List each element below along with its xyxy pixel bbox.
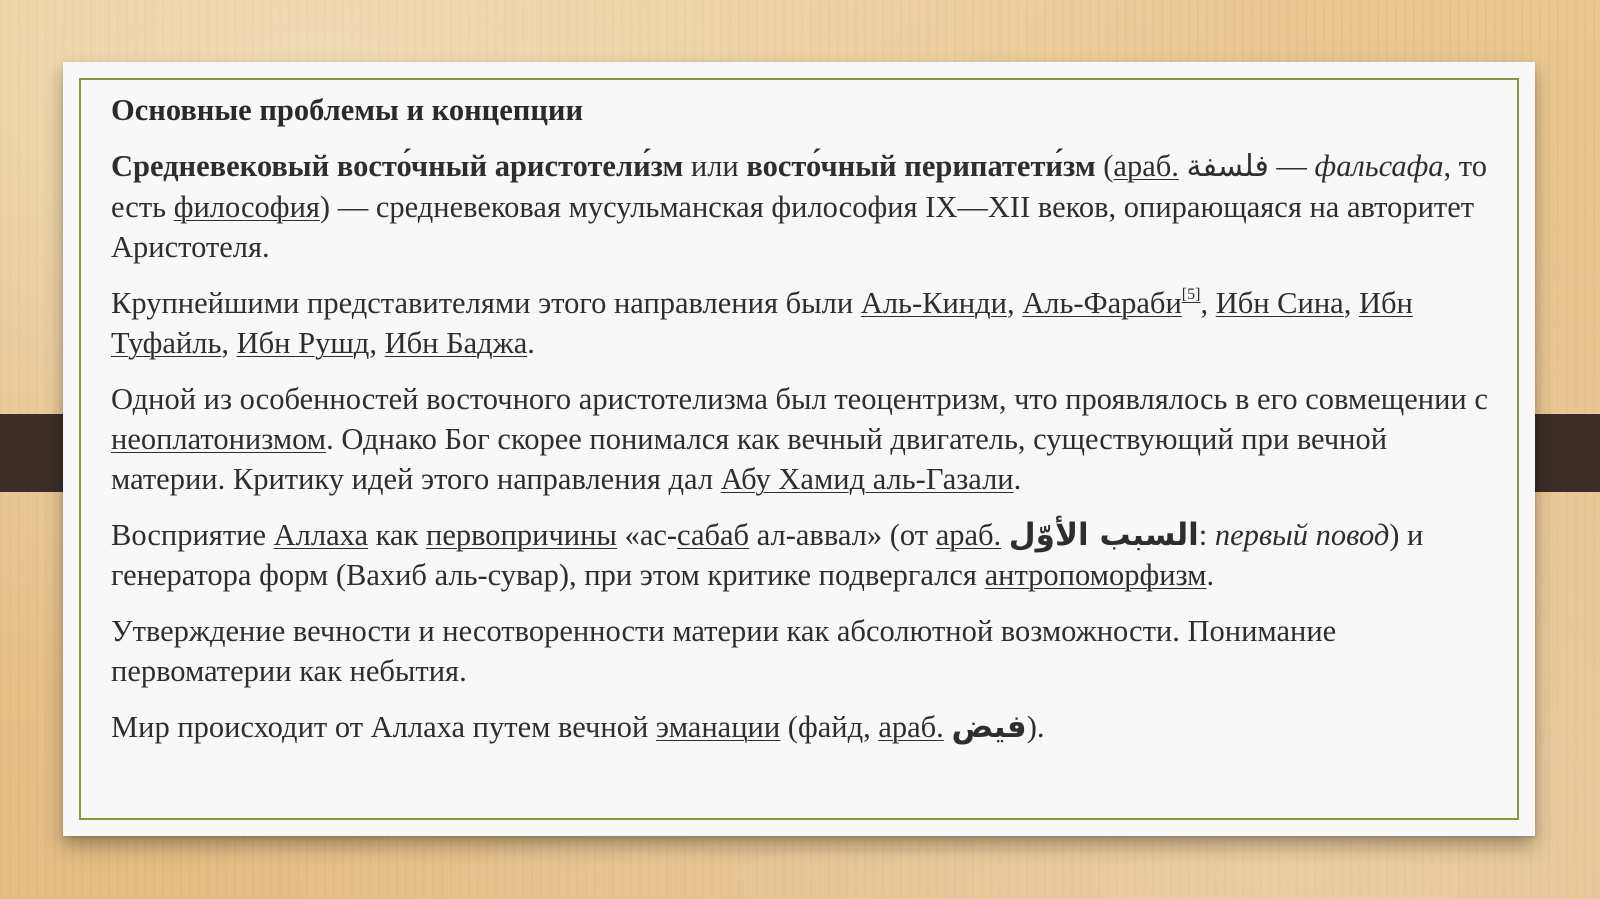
text-run: , то есть [111,149,1487,224]
ibn-tufail-link[interactable]: Ибн Туфайль [111,286,1413,360]
term-eastern-aristotelianism: Средневековый восто́чный аристотели́зм [111,149,684,183]
allah-link[interactable]: Аллаха [273,518,369,552]
text-run: или [683,149,747,183]
text-run: : [1198,518,1215,552]
slide-content [111,90,1495,763]
text-run: Крупнейшими представителями этого направления были [111,286,861,320]
arabic-language-link[interactable]: араб. [878,710,944,744]
text-run: (файд, [780,710,879,744]
text-run: , [221,326,237,360]
arabic-word-falsafa: فلسفة [1186,149,1269,184]
ibn-bajja-link[interactable]: Ибн Баджа [384,326,528,360]
text-run: , [369,326,385,360]
ibn-rushd-link[interactable]: Ибн Рушд [236,326,370,360]
text-run: ) — средневековая мусульманская философия IX—XII веков, опирающаяся на авторитет Аристотеля. [111,190,1475,264]
paragraph-theocentrism [111,379,1495,499]
text-run: Мир происходит от Аллаха путем вечной [111,710,656,744]
slide-card [63,62,1535,836]
anthropomorphism-link[interactable]: антропоморфизм [984,558,1207,592]
term-eastern-peripateticism: восто́чный перипатети́зм [746,149,1096,183]
text-run [1001,518,1009,552]
al-farabi-link[interactable]: Аль-Фараби [1022,286,1182,320]
text-run: Восприятие [111,518,274,552]
paragraph-definition [111,146,1495,267]
arabic-language-link[interactable]: араб. [1113,149,1179,183]
neoplatonism-link[interactable]: неоплатонизмом [111,422,327,456]
text-run: . [1206,558,1215,592]
paragraph-matter: Утверждение вечности и несотворенности материи как абсолютной возможности. Понимание первоматерии как небытия. [111,614,1337,688]
text-run: . Однако Бог скорее понимался как вечный двигатель, существующий при вечной материи. Критику идей этого направления дал [111,422,1388,496]
text-run: , [1343,286,1359,320]
paragraph-first-cause [111,515,1495,595]
text-run: ) и генератора форм (Вахиб аль-сувар), при этом критике подвергался [111,518,1424,592]
text-run: ( [1095,149,1114,183]
al-ghazali-link[interactable]: Абу Хамид аль-Газали [720,462,1014,496]
term-first-reason: первый повод [1214,518,1390,552]
text-run: , [1006,286,1023,320]
ibn-sina-link[interactable]: Ибн Сина [1215,286,1344,320]
text-run: «ас- [616,518,678,552]
slide-heading: Основные проблемы и концепции [111,93,584,127]
paragraph-representatives [111,283,1495,363]
text-run: ал-аввал» (от [749,518,936,552]
text-run: Одной из особенностей восточного аристотелизма был теоцентризм, что проявлялось в его совмещении с [111,382,1488,416]
first-cause-link[interactable]: первопричины [426,518,617,552]
text-run: — [1268,149,1315,183]
arabic-phrase-first-cause: السبب الأوّل [1008,517,1199,553]
paragraph-emanation [111,707,1495,747]
text-run: как [368,518,426,552]
al-kindi-link[interactable]: Аль-Кинди [860,286,1007,320]
text-run: , [1200,286,1216,320]
emanation-link[interactable]: эманации [655,710,781,744]
sabab-link[interactable]: сабаб [677,518,750,552]
text-run [1179,149,1187,183]
philosophy-link[interactable]: философия [173,190,320,224]
arabic-language-link[interactable]: араб. [935,518,1002,552]
reference-5-link[interactable]: [5] [1181,286,1201,303]
text-run: . [527,326,535,360]
text-run: ). [1026,710,1045,744]
arabic-word-fayd: فيض [951,709,1027,745]
text-run: . [1013,462,1022,496]
term-falsafa: фальсафа [1314,149,1444,183]
